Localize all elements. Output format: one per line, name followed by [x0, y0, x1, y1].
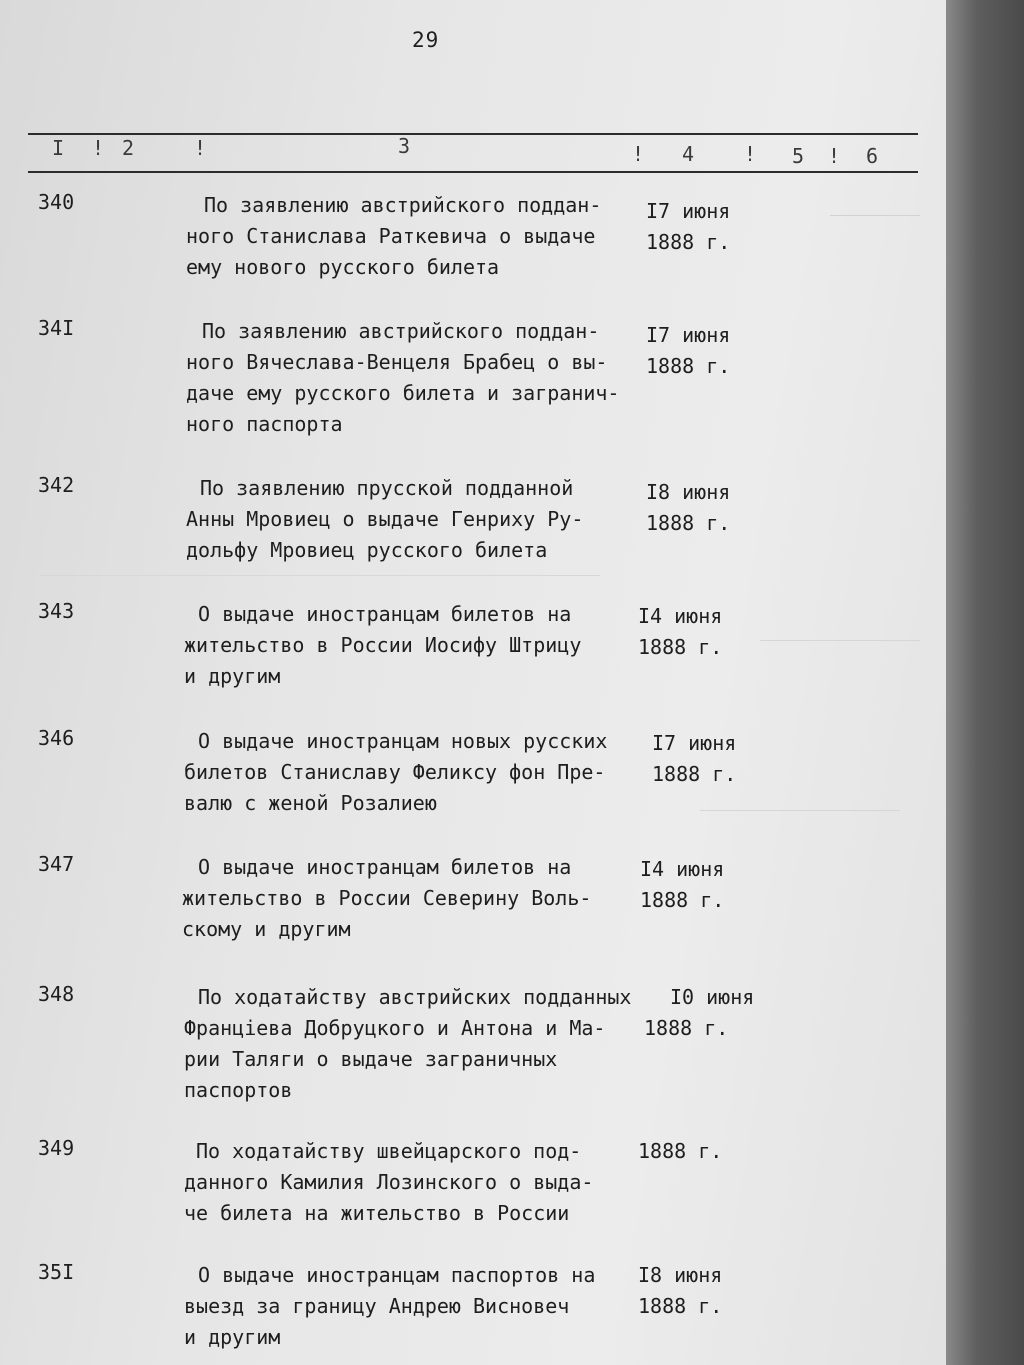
header-separator: !	[744, 142, 757, 166]
header-separator: !	[632, 142, 645, 166]
record-date	[646, 320, 730, 382]
record-date-line: I4 июня	[638, 604, 723, 628]
record-date-line: 1888 г.	[646, 354, 731, 378]
record-text-line: ного Вячеслава-Венцеля Брабец о вы-	[186, 350, 608, 374]
record-number: 349	[38, 1136, 75, 1160]
record-text-line: ного паспорта	[186, 412, 343, 436]
record-date	[652, 728, 736, 790]
record-text-line: и другим	[184, 1325, 281, 1349]
bleed-through-mark	[830, 215, 920, 216]
record-text-line: О выдаче иностранцам билетов на	[198, 602, 572, 626]
record-description	[184, 599, 668, 692]
background-behind-page	[946, 0, 1024, 1365]
record-entry	[0, 1136, 946, 1225]
record-text-line: паспортов	[184, 1078, 293, 1102]
record-text-line: По заявлению австрийского поддан-	[202, 319, 600, 343]
record-number: 347	[38, 852, 75, 876]
record-date-line: I8 июня	[646, 480, 731, 504]
record-text-line: че билета на жительство в России	[184, 1201, 570, 1225]
header-col-4: 4	[682, 142, 695, 166]
record-description	[184, 1260, 668, 1353]
bleed-through-mark	[700, 810, 900, 811]
header-separator: !	[194, 136, 207, 160]
bleed-through-mark	[760, 640, 920, 641]
record-text-line: и другим	[184, 664, 281, 688]
record-text-line: О выдаче иностранцам билетов на	[198, 855, 572, 879]
record-entry	[0, 190, 946, 279]
record-date-line: I0 июня	[670, 985, 755, 1009]
record-description	[186, 473, 670, 566]
record-text-line: ему нового русского билета	[186, 255, 500, 279]
record-number: 348	[38, 982, 75, 1006]
header-bottom-rule	[28, 171, 918, 173]
record-text-line: жительство в России Северину Воль-	[182, 886, 592, 910]
record-text-line: Анны Мровиец о выдаче Генриху Ру-	[186, 507, 584, 531]
header-col-3: 3	[398, 134, 411, 158]
record-number: 343	[38, 599, 75, 623]
record-date-line: 1888 г.	[646, 511, 731, 535]
record-text-line: скому и другим	[182, 917, 351, 941]
record-date-line: I7 июня	[652, 731, 737, 755]
record-text-line: О выдаче иностранцам паспортов на	[198, 1263, 596, 1287]
header-top-rule	[28, 133, 918, 135]
record-date-line: 1888 г.	[638, 1139, 723, 1163]
record-date	[646, 477, 730, 539]
record-text-line: По ходатайству швейцарского под-	[196, 1139, 582, 1163]
record-description	[186, 190, 674, 283]
record-text-line: По заявлению прусской подданной	[200, 476, 574, 500]
record-date-line: 1888 г.	[638, 635, 723, 659]
record-date	[638, 1136, 722, 1167]
record-description	[186, 316, 672, 440]
record-number: 34I	[38, 316, 75, 340]
record-date	[646, 196, 730, 258]
record-date	[638, 601, 722, 663]
record-number: 342	[38, 473, 75, 497]
header-col-5: 5	[792, 144, 805, 168]
record-text-line: ного Станислава Раткевича о выдаче	[186, 224, 596, 248]
record-date	[644, 982, 755, 1044]
record-entry	[0, 599, 946, 688]
record-entry	[0, 982, 946, 1102]
record-date-line: 1888 г.	[644, 1016, 729, 1040]
header-col-2: 2	[122, 136, 135, 160]
page-number: 29	[412, 28, 440, 52]
header-col-1: I	[52, 136, 65, 160]
header-separator: !	[92, 136, 105, 160]
record-date-line: 1888 г.	[646, 230, 731, 254]
record-entry	[0, 852, 946, 941]
record-text-line: По ходатайству австрийских подданных	[198, 985, 632, 1009]
record-entry	[0, 316, 946, 436]
record-description	[182, 852, 668, 945]
record-date-line: I8 июня	[638, 1263, 723, 1287]
record-entry	[0, 726, 946, 815]
record-date-line: I7 июня	[646, 199, 731, 223]
record-number: 346	[38, 726, 75, 750]
header-separator: !	[828, 144, 841, 168]
record-text-line: билетов Станиславу Феликсу фон Пре-	[184, 760, 606, 784]
record-description	[184, 982, 668, 1106]
record-text-line: Францiева Добруцкого и Антона и Ма-	[184, 1016, 606, 1040]
record-text-line: По заявлению австрийского поддан-	[204, 193, 602, 217]
record-entry	[0, 473, 946, 562]
record-date-line: 1888 г.	[652, 762, 737, 786]
record-date-line: I4 июня	[640, 857, 725, 881]
bleed-through-mark	[40, 575, 600, 576]
record-text-line: О выдаче иностранцам новых русских	[198, 729, 608, 753]
record-date	[640, 854, 724, 916]
record-entry	[0, 1260, 946, 1349]
record-date-line: 1888 г.	[638, 1294, 723, 1318]
record-description	[184, 1136, 666, 1229]
record-number: 340	[38, 190, 75, 214]
record-date	[638, 1260, 722, 1322]
record-description	[184, 726, 668, 819]
record-text-line: даче ему русского билета и загранич-	[186, 381, 620, 405]
record-text-line: валю с женой Розалиею	[184, 791, 437, 815]
record-text-line: дольфу Мровиец русского билета	[186, 538, 548, 562]
record-text-line: данного Камилия Лозинского о выда-	[184, 1170, 594, 1194]
record-text-line: выезд за границу Андрею Висновеч	[184, 1294, 570, 1318]
record-date-line: I7 июня	[646, 323, 731, 347]
record-text-line: рии Таляги о выдаче заграничных	[184, 1047, 558, 1071]
header-col-6: 6	[866, 144, 879, 168]
record-date-line: 1888 г.	[640, 888, 725, 912]
record-number: 35I	[38, 1260, 75, 1284]
record-text-line: жительство в России Иосифу Штрицу	[184, 633, 582, 657]
